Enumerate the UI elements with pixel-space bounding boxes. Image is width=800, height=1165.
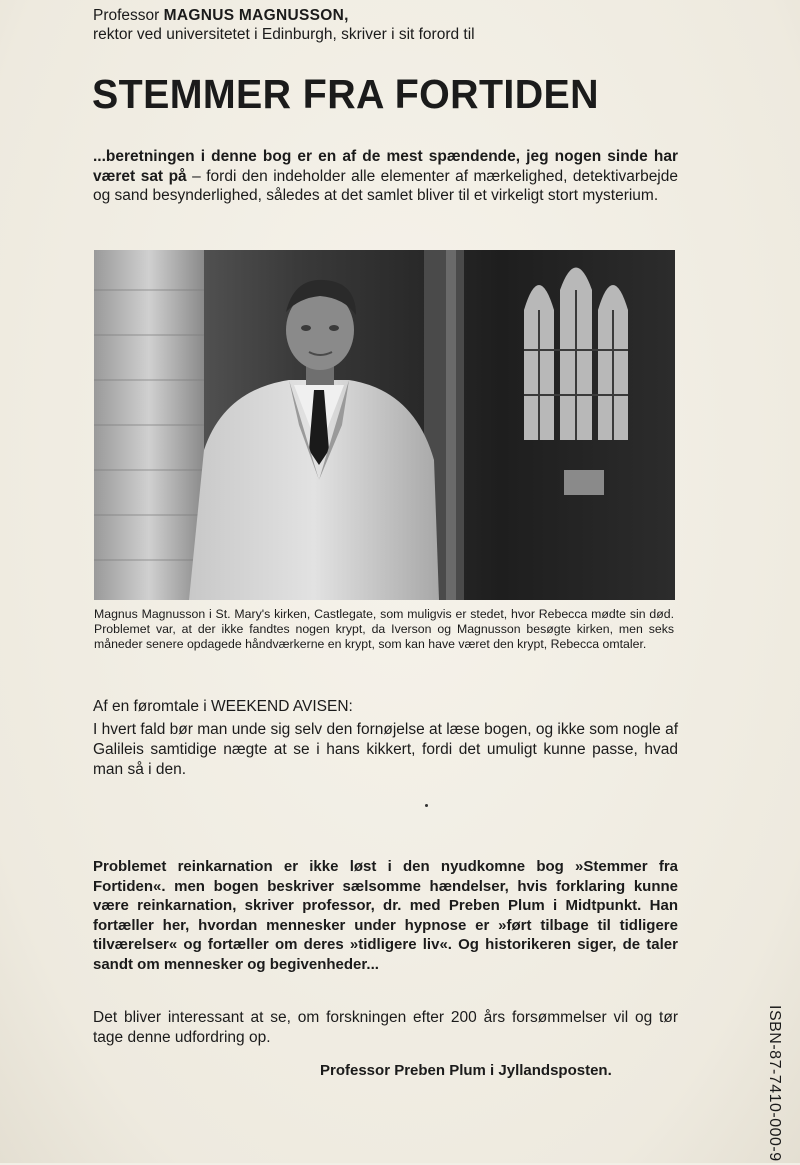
quote-bold: ...beretningen i denne bog er en af de mest spændende, jeg nogen sinde har været sat på [93,148,678,185]
intro-line-1 [93,6,693,25]
photo-caption: Magnus Magnusson i St. Mary's kirken, Castlegate, som muligvis er stedet, hvor Rebecca mødte sin død. Problemet var, at der ikke fandtes nogen krypt, da Iverson og Magnusson besøgte kirken, men seks måneder senere opdagede håndværkerne en krypt, som kan have været den krypt, Rebecca omtaler. [94,607,674,651]
intro-line-2: rektor ved universitetet i Edinburgh, skriver i sit forord til [93,26,475,43]
photo-illustration [94,250,675,600]
review-text: Problemet reinkarnation er ikke løst i den nyudkomne bog »Stemmer fra Fortiden«. men bogen beskriver sælsomme hændelser, hvis forklaring kunne være reinkarnation, skriver professor, dr. med Preben Plum i Midtpunkt. Han fortæller her, hvordan mennesker under hypnose er »ført tilbage til tidligere tilværelser« og fortæller om deres »tidligere liv«. Og historikeren siger, de taler sandt om mennesker og begivenheder... [93,858,678,973]
author-name: MAGNUS MAGNUSSON, [163,7,349,24]
intro-text [93,6,693,44]
foreword-quote [93,147,678,206]
preview-body: I hvert fald bør man unde sig selv den fornøjelse at læse bogen, og ikke som nogle af Galileis samtidige nægte at se i hans kikkert, fordi det umuligt kunne passe, hvad man så i den. [93,721,679,778]
review-signature: Professor Preben Plum i Jyllandsposten. [320,1062,612,1079]
book-title: STEMMER FRA FORTIDEN [92,71,599,117]
isbn-number: ISBN-87-7410-000-9 [766,1005,783,1162]
closing-note: Det bliver interessant at se, om forskningen efter 200 års forsømmelser vil og tør tage denne udfordring op. [93,1009,678,1046]
separator-dot [425,804,428,807]
quote-rest: – fordi den indeholder alle elementer af mærkelighed, detektivarbejde og sand besynderlighed, således at det samlet bliver til et virkeligt stort mysterium. [93,167,678,204]
preview-heading: Af en føromtale i WEEKEND AVISEN: [93,698,353,715]
intro-prefix: Professor [93,7,164,24]
man-in-church-photo [94,250,675,600]
